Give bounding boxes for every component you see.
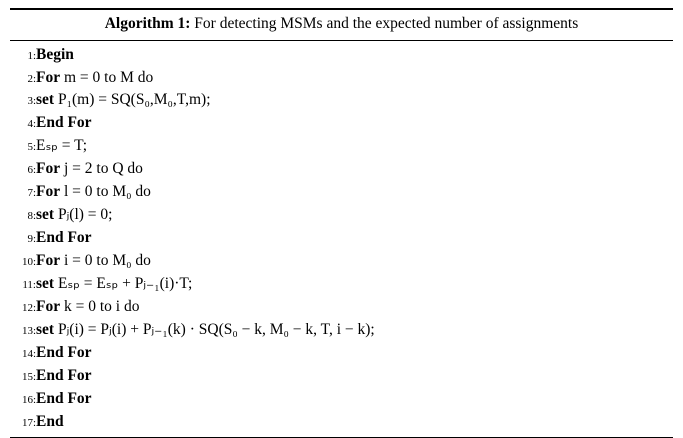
line-number: 14: xyxy=(21,347,36,360)
line-code xyxy=(36,342,673,365)
line-number: 15: xyxy=(21,370,36,383)
line-code xyxy=(36,365,673,388)
line-code xyxy=(36,67,673,90)
line-keyword: For xyxy=(36,252,61,270)
line-code xyxy=(36,204,673,227)
line-keyword: set xyxy=(36,91,55,109)
line-code xyxy=(36,158,673,181)
line-text: m = 0 to M do xyxy=(60,68,154,86)
line-code xyxy=(36,388,673,411)
line-code xyxy=(36,273,673,296)
line-text: Eₛₚ = T; xyxy=(36,137,88,155)
algorithm-line xyxy=(10,342,673,365)
line-keyword: set xyxy=(36,274,55,292)
line-keyword: set xyxy=(36,320,55,338)
algorithm-caption xyxy=(10,10,673,40)
line-keyword: For xyxy=(36,297,61,315)
algorithm-line xyxy=(10,181,673,204)
line-number: 8: xyxy=(27,210,36,223)
algorithm-line xyxy=(10,411,673,434)
algorithm-line xyxy=(10,135,673,158)
line-code xyxy=(36,227,673,250)
line-keyword: End For xyxy=(36,389,92,407)
bottom-rule xyxy=(10,437,673,438)
caption-text: For detecting MSMs and the expected number of assignments xyxy=(194,15,579,32)
algorithm-line xyxy=(10,227,673,250)
line-text: Eₛₚ = Eₛₚ + Pⱼ₋₁(i)·T; xyxy=(54,274,193,292)
line-number: 3: xyxy=(27,95,36,108)
line-keyword: Begin xyxy=(36,45,74,63)
line-code xyxy=(36,411,673,434)
mid-rule xyxy=(10,40,673,41)
algorithm-line xyxy=(10,89,673,112)
line-keyword: For xyxy=(36,68,61,86)
algorithm-line xyxy=(10,67,673,90)
line-code xyxy=(36,319,673,342)
line-number: 6: xyxy=(27,164,36,177)
line-number: 13: xyxy=(21,324,36,337)
algorithm-line xyxy=(10,319,673,342)
line-number: 17: xyxy=(21,416,36,429)
line-number: 12: xyxy=(21,301,36,314)
algorithm-lines xyxy=(10,44,673,434)
algorithm-line xyxy=(10,365,673,388)
line-keyword: For xyxy=(36,183,61,201)
algorithm-line xyxy=(10,296,673,319)
line-text: P₁(m) = SQ(S₀,M₀,T,m); xyxy=(54,91,211,109)
line-number: 11: xyxy=(22,278,36,291)
algorithm-line xyxy=(10,44,673,67)
line-number: 5: xyxy=(27,141,36,154)
line-text: j = 2 to Q do xyxy=(60,160,143,178)
line-text: k = 0 to i do xyxy=(60,297,140,315)
line-keyword: set xyxy=(36,206,55,224)
line-keyword: End For xyxy=(36,366,92,384)
algorithm-line xyxy=(10,158,673,181)
line-keyword: End For xyxy=(36,343,92,361)
line-text: i = 0 to M₀ do xyxy=(60,252,151,270)
line-keyword: For xyxy=(36,160,61,178)
line-code xyxy=(36,89,673,112)
line-code xyxy=(36,296,673,319)
line-number: 10: xyxy=(21,256,36,269)
algorithm-line xyxy=(10,112,673,135)
line-keyword: End xyxy=(36,412,64,430)
line-text: Pⱼ(i) = Pⱼ(i) + Pⱼ₋₁(k) · SQ(S₀ − k, M₀ − k, T, i − k); xyxy=(54,320,375,338)
line-text: Pⱼ(l) = 0; xyxy=(54,206,113,224)
line-code xyxy=(36,250,673,273)
line-code xyxy=(36,181,673,204)
line-number: 4: xyxy=(27,118,36,131)
line-number: 9: xyxy=(27,233,36,246)
line-keyword: End For xyxy=(36,229,92,247)
line-number: 16: xyxy=(21,393,36,406)
line-code xyxy=(36,44,673,67)
line-number: 2: xyxy=(27,72,36,85)
line-code xyxy=(36,135,673,158)
algorithm-line xyxy=(10,388,673,411)
line-number: 1: xyxy=(27,49,36,62)
algorithm-line xyxy=(10,250,673,273)
line-keyword: End For xyxy=(36,114,92,132)
algorithm-line xyxy=(10,204,673,227)
caption-label: Algorithm 1: xyxy=(104,15,191,32)
algorithm-line xyxy=(10,273,673,296)
line-number: 7: xyxy=(27,187,36,200)
line-code xyxy=(36,112,673,135)
line-text: l = 0 to M₀ do xyxy=(60,183,151,201)
